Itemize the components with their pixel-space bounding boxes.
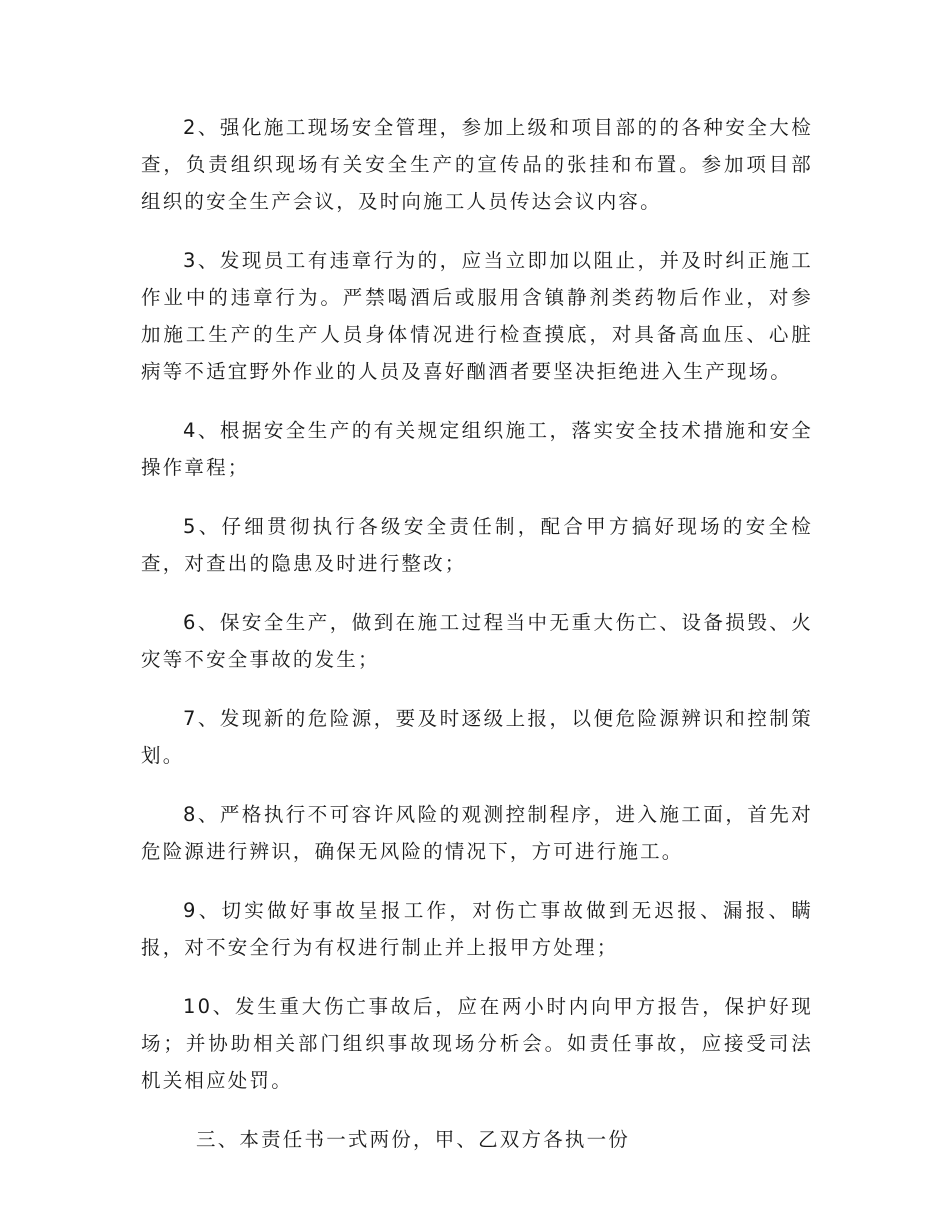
closing-clause: 三、本责任书一式两份，甲、乙双方各执一份 xyxy=(196,1128,631,1151)
clause-item-9: 9、切实做好事故呈报工作，对伤亡事故做到无迟报、漏报、瞒报，对不安全行为有权进行制止并上报甲方处理； xyxy=(141,899,813,959)
clause-item-7: 7、发现新的危险源，要及时逐级上报，以便危险源辨识和控制策划。 xyxy=(141,707,813,767)
clause-item-4: 4、根据安全生产的有关规定组织施工，落实安全技术措施和安全操作章程； xyxy=(141,419,813,479)
clause-item-8: 8、严格执行不可容许风险的观测控制程序，进入施工面，首先对危险源进行辨识，确保无风险的情况下，方可进行施工。 xyxy=(141,803,813,863)
clause-item-5: 5、仔细贯彻执行各级安全责任制，配合甲方搞好现场的安全检查，对查出的隐患及时进行整改； xyxy=(141,515,813,575)
clause-item-2: 2、强化施工现场安全管理，参加上级和项目部的的各种安全大检查，负责组织现场有关安全生产的宣传品的张挂和布置。参加项目部组织的安全生产会议，及时向施工人员传达会议内容。 xyxy=(141,116,813,213)
clause-item-10: 10、发生重大伤亡事故后，应在两小时内向甲方报告，保护好现场；并协助相关部门组织事故现场分析会。如责任事故，应接受司法机关相应处罚。 xyxy=(141,995,813,1092)
clause-item-6: 6、保安全生产，做到在施工过程当中无重大伤亡、设备损毁、火灾等不安全事故的发生； xyxy=(141,611,813,671)
document-body xyxy=(141,109,813,1180)
clause-item-3: 3、发现员工有违章行为的，应当立即加以阻止，并及时纠正施工作业中的违章行为。严禁喝酒后或服用含镇静剂类药物后作业，对参加施工生产的生产人员身体情况进行检查摸底，对具备高血压、心脏病等不适宜野外作业的人员及喜好酗酒者要坚决拒绝进入生产现场。 xyxy=(141,249,813,383)
